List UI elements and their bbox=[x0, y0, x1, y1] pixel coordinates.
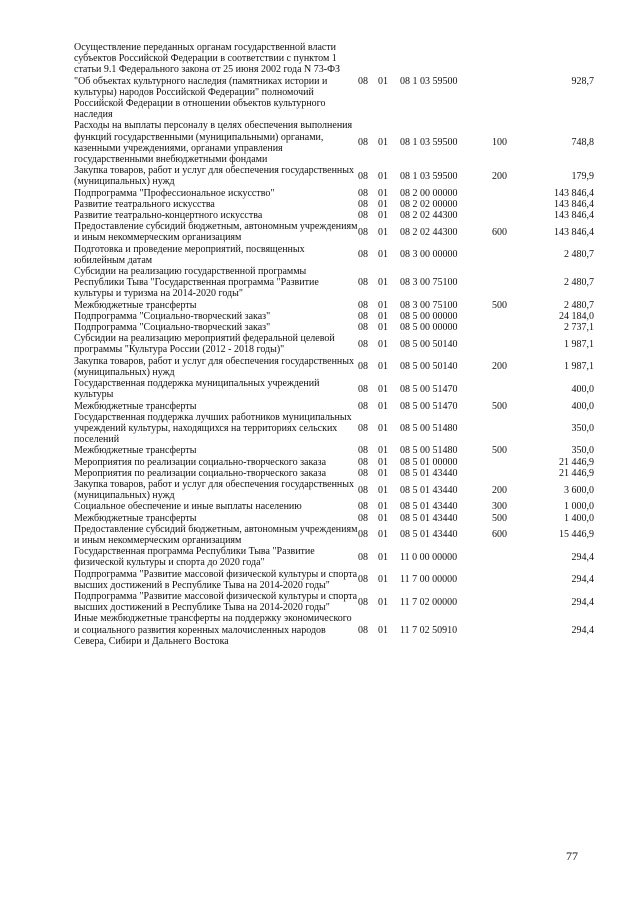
table-row bbox=[74, 513, 594, 524]
row-name-cell: Подпрограмма "Развитие массовой физической культуры и спорта высших достижений в Республике Тыва на 2014-2020 годы" bbox=[74, 568, 358, 591]
subsection-code-cell: 01 bbox=[378, 624, 388, 636]
section-code-cell: 08 bbox=[358, 383, 368, 395]
section-code-cell: 08 bbox=[358, 361, 368, 373]
section-code-cell: 08 bbox=[358, 75, 368, 87]
amount-cell: 400,0 bbox=[571, 383, 594, 395]
subsection-code-cell: 01 bbox=[378, 551, 388, 563]
expense-type-cell bbox=[492, 378, 522, 400]
subsection-code-cell: 01 bbox=[378, 529, 388, 541]
subsection-code-cell: 01 bbox=[378, 249, 388, 261]
expense-type-cell bbox=[492, 244, 522, 266]
table-row bbox=[74, 42, 594, 120]
subsection-code-cell: 01 bbox=[378, 226, 388, 238]
expense-type-cell bbox=[492, 322, 522, 333]
subsection-code-cell: 01 bbox=[378, 512, 388, 524]
table-row bbox=[74, 300, 594, 311]
budget-table-body bbox=[74, 42, 594, 647]
target-article-cell: 11 7 02 00000 bbox=[400, 596, 458, 608]
amount-cell: 143 846,4 bbox=[554, 198, 594, 210]
amount-cell: 2 480,7 bbox=[564, 277, 594, 289]
table-row bbox=[74, 221, 594, 243]
section-code-cell: 08 bbox=[358, 551, 368, 563]
section-code-cell: 08 bbox=[358, 226, 368, 238]
target-article-cell: 08 3 00 75100 bbox=[400, 299, 458, 311]
subsection-code-cell: 01 bbox=[378, 596, 388, 608]
amount-cell: 294,4 bbox=[571, 551, 594, 563]
row-name-cell: Социальное обеспечение и иные выплаты населению bbox=[74, 501, 302, 513]
amount-cell: 21 446,9 bbox=[559, 467, 594, 479]
target-article-cell: 08 1 03 59500 bbox=[400, 170, 458, 182]
target-article-cell: 08 5 01 00000 bbox=[400, 456, 458, 468]
expense-type-cell: 500 bbox=[492, 512, 507, 524]
section-code-cell: 08 bbox=[358, 467, 368, 479]
amount-cell: 24 184,0 bbox=[559, 310, 594, 322]
row-name-cell: Закупка товаров, работ и услуг для обеспечения государственных (муниципальных) нужд bbox=[74, 355, 355, 378]
table-row bbox=[74, 210, 594, 221]
table-row bbox=[74, 165, 594, 187]
table-row bbox=[74, 311, 594, 322]
amount-cell: 2 480,7 bbox=[564, 299, 594, 311]
target-article-cell: 08 5 01 43440 bbox=[400, 512, 458, 524]
row-name-cell: Подпрограмма "Профессиональное искусство" bbox=[74, 187, 275, 199]
subsection-code-cell: 01 bbox=[378, 299, 388, 311]
expense-type-cell bbox=[492, 210, 522, 221]
section-code-cell: 08 bbox=[358, 445, 368, 457]
table-row bbox=[74, 244, 594, 266]
table-row bbox=[74, 322, 594, 333]
row-name-cell: Подготовка и проведение мероприятий, посвященных юбилейным датам bbox=[74, 243, 305, 266]
table-row bbox=[74, 333, 594, 355]
amount-cell: 3 600,0 bbox=[564, 484, 594, 496]
section-code-cell: 08 bbox=[358, 310, 368, 322]
target-article-cell: 08 5 00 51480 bbox=[400, 422, 458, 434]
row-name-cell: Подпрограмма "Социально-творческий заказ" bbox=[74, 310, 271, 322]
expense-type-cell bbox=[492, 468, 522, 479]
amount-cell: 2 737,1 bbox=[564, 322, 594, 334]
target-article-cell: 08 5 00 00000 bbox=[400, 322, 458, 334]
row-name-cell: Государственная поддержка муниципальных учреждений культуры bbox=[74, 378, 320, 401]
subsection-code-cell: 01 bbox=[378, 338, 388, 350]
target-article-cell: 08 1 03 59500 bbox=[400, 75, 458, 87]
table-row bbox=[74, 468, 594, 479]
amount-cell: 928,7 bbox=[571, 75, 594, 87]
row-name-cell: Закупка товаров, работ и услуг для обеспечения государственных (муниципальных) нужд bbox=[74, 165, 355, 188]
expense-type-cell: 500 bbox=[492, 445, 507, 457]
row-name-cell: Мероприятия по реализации социально-творческого заказа bbox=[74, 456, 327, 468]
row-name-cell: Предоставление субсидий бюджетным, автономным учреждениям и иным некоммерческим организациям bbox=[74, 523, 358, 546]
section-code-cell: 08 bbox=[358, 400, 368, 412]
row-name-cell: Закупка товаров, работ и услуг для обеспечения государственных (муниципальных) нужд bbox=[74, 478, 355, 502]
section-code-cell: 08 bbox=[358, 501, 368, 513]
subsection-code-cell: 01 bbox=[378, 501, 388, 513]
expense-type-cell bbox=[492, 457, 522, 468]
table-row bbox=[74, 412, 594, 446]
section-code-cell: 08 bbox=[358, 422, 368, 434]
amount-cell: 1 987,1 bbox=[564, 361, 594, 373]
amount-cell: 294,4 bbox=[571, 624, 594, 636]
target-article-cell: 08 5 00 51470 bbox=[400, 400, 458, 412]
section-code-cell: 08 bbox=[358, 484, 368, 496]
subsection-code-cell: 01 bbox=[378, 198, 388, 210]
section-code-cell: 08 bbox=[358, 574, 368, 586]
amount-cell: 143 846,4 bbox=[554, 226, 594, 238]
expense-type-cell: 600 bbox=[492, 529, 507, 541]
amount-cell: 400,0 bbox=[571, 400, 594, 412]
target-article-cell: 08 5 00 51480 bbox=[400, 445, 458, 457]
subsection-code-cell: 01 bbox=[378, 467, 388, 479]
section-code-cell: 08 bbox=[358, 299, 368, 311]
row-name-cell: Государственная поддержка лучших работников муниципальных учреждений культуры, находящихся на территориях сельских поселений bbox=[74, 411, 352, 446]
row-name-cell: Мероприятия по реализации социально-творческого заказа bbox=[74, 467, 327, 479]
table-row bbox=[74, 356, 594, 378]
table-row bbox=[74, 378, 594, 400]
target-article-cell: 08 5 01 43440 bbox=[400, 529, 458, 541]
expense-type-cell bbox=[492, 412, 522, 446]
subsection-code-cell: 01 bbox=[378, 187, 388, 199]
expense-type-cell bbox=[492, 188, 522, 199]
target-article-cell: 08 2 02 00000 bbox=[400, 198, 458, 210]
amount-cell: 2 480,7 bbox=[564, 249, 594, 261]
target-article-cell: 08 1 03 59500 bbox=[400, 137, 458, 149]
page-number: 77 bbox=[566, 849, 578, 863]
amount-cell: 15 446,9 bbox=[559, 529, 594, 541]
expense-type-cell: 100 bbox=[492, 137, 507, 149]
expense-type-cell: 500 bbox=[492, 400, 507, 412]
subsection-code-cell: 01 bbox=[378, 456, 388, 468]
subsection-code-cell: 01 bbox=[378, 75, 388, 87]
section-code-cell: 08 bbox=[358, 456, 368, 468]
target-article-cell: 08 5 00 50140 bbox=[400, 361, 458, 373]
expense-type-cell bbox=[492, 266, 522, 300]
section-code-cell: 08 bbox=[358, 277, 368, 289]
amount-cell: 748,8 bbox=[571, 137, 594, 149]
subsection-code-cell: 01 bbox=[378, 277, 388, 289]
section-code-cell: 08 bbox=[358, 137, 368, 149]
subsection-code-cell: 01 bbox=[378, 322, 388, 334]
subsection-code-cell: 01 bbox=[378, 574, 388, 586]
amount-cell: 1 987,1 bbox=[564, 338, 594, 350]
expense-type-cell bbox=[492, 591, 522, 613]
expense-type-cell: 200 bbox=[492, 361, 507, 373]
amount-cell: 143 846,4 bbox=[554, 187, 594, 199]
row-name-cell: Межбюджетные трансферты bbox=[74, 299, 197, 311]
target-article-cell: 11 7 02 50910 bbox=[400, 624, 458, 636]
section-code-cell: 08 bbox=[358, 624, 368, 636]
section-code-cell: 08 bbox=[358, 322, 368, 334]
subsection-code-cell: 01 bbox=[378, 422, 388, 434]
amount-cell: 350,0 bbox=[571, 422, 594, 434]
expense-type-cell: 600 bbox=[492, 226, 507, 238]
expense-type-cell: 300 bbox=[492, 501, 507, 513]
amount-cell: 21 446,9 bbox=[559, 456, 594, 468]
table-row bbox=[74, 445, 594, 456]
expense-type-cell bbox=[492, 569, 522, 591]
row-name-cell: Развитие театрально-концертного искусства bbox=[74, 210, 263, 222]
amount-cell: 294,4 bbox=[571, 574, 594, 586]
subsection-code-cell: 01 bbox=[378, 383, 388, 395]
row-name-cell: Субсидии на реализацию государственной программы Республики Тыва "Государственная программа "Развитие культуры и туризма на 2014-2020 годы" bbox=[74, 266, 319, 300]
target-article-cell: 08 3 00 75100 bbox=[400, 277, 458, 289]
amount-cell: 143 846,4 bbox=[554, 210, 594, 222]
section-code-cell: 08 bbox=[358, 198, 368, 210]
table-row bbox=[74, 401, 594, 412]
table-row bbox=[74, 613, 594, 647]
expense-type-cell bbox=[492, 546, 522, 568]
row-name-cell: Предоставление субсидий бюджетным, автономным учреждениям и иным некоммерческим организациям bbox=[74, 221, 358, 244]
table-row bbox=[74, 199, 594, 210]
row-name-cell: Расходы на выплаты персоналу в целях обеспечения выполнения функций государственными (муниципальными) органами, казенными учреждениями, органами управления государственными внебюджетными фондами bbox=[74, 120, 353, 166]
table-row bbox=[74, 546, 594, 568]
table-row bbox=[74, 524, 594, 546]
section-code-cell: 08 bbox=[358, 210, 368, 222]
budget-table bbox=[74, 42, 594, 647]
row-name-cell: Межбюджетные трансферты bbox=[74, 512, 197, 524]
target-article-cell: 08 5 00 50140 bbox=[400, 338, 458, 350]
amount-cell: 1 400,0 bbox=[564, 512, 594, 524]
target-article-cell: 08 5 01 43440 bbox=[400, 484, 458, 496]
target-article-cell: 08 5 01 43440 bbox=[400, 501, 458, 513]
target-article-cell: 08 2 00 00000 bbox=[400, 187, 458, 199]
amount-cell: 1 000,0 bbox=[564, 501, 594, 513]
amount-cell: 294,4 bbox=[571, 596, 594, 608]
table-row bbox=[74, 501, 594, 512]
table-row bbox=[74, 479, 594, 501]
table-row bbox=[74, 120, 594, 165]
expense-type-cell: 200 bbox=[492, 484, 507, 496]
section-code-cell: 08 bbox=[358, 596, 368, 608]
subsection-code-cell: 01 bbox=[378, 170, 388, 182]
amount-cell: 350,0 bbox=[571, 445, 594, 457]
table-row bbox=[74, 457, 594, 468]
row-name-cell: Субсидии на реализацию мероприятий федеральной целевой программы "Культура России (2012 - 2018 годы)" bbox=[74, 333, 335, 356]
row-name-cell: Межбюджетные трансферты bbox=[74, 400, 197, 412]
table-row bbox=[74, 188, 594, 199]
subsection-code-cell: 01 bbox=[378, 400, 388, 412]
target-article-cell: 08 2 02 44300 bbox=[400, 210, 458, 222]
expense-type-cell bbox=[492, 42, 522, 120]
target-article-cell: 11 7 00 00000 bbox=[400, 574, 458, 586]
expense-type-cell bbox=[492, 613, 522, 647]
subsection-code-cell: 01 bbox=[378, 361, 388, 373]
expense-type-cell: 500 bbox=[492, 299, 507, 311]
row-name-cell: Государственная программа Республики Тыва "Развитие физической культуры и спорта до 2020 года" bbox=[74, 546, 315, 569]
row-name-cell: Подпрограмма "Социально-творческий заказ" bbox=[74, 322, 271, 334]
subsection-code-cell: 01 bbox=[378, 445, 388, 457]
amount-cell: 179,9 bbox=[571, 170, 594, 182]
expense-type-cell bbox=[492, 199, 522, 210]
table-row bbox=[74, 569, 594, 591]
row-name-cell: Иные межбюджетные трансферты на поддержку экономического и социального развития коренных малочисленных народов Севера, Сибири и Дальнего Востока bbox=[74, 613, 352, 647]
target-article-cell: 08 5 00 51470 bbox=[400, 383, 458, 395]
row-name-cell: Развитие театрального искусства bbox=[74, 198, 215, 210]
target-article-cell: 11 0 00 00000 bbox=[400, 551, 458, 563]
section-code-cell: 08 bbox=[358, 529, 368, 541]
target-article-cell: 08 2 02 44300 bbox=[400, 226, 458, 238]
section-code-cell: 08 bbox=[358, 512, 368, 524]
expense-type-cell bbox=[492, 311, 522, 322]
section-code-cell: 08 bbox=[358, 187, 368, 199]
target-article-cell: 08 3 00 00000 bbox=[400, 249, 458, 261]
subsection-code-cell: 01 bbox=[378, 484, 388, 496]
row-name-cell: Осуществление переданных органам государственной власти субъектов Российской Федерации в соответствии с пунктом 1 статьи 9.1 Федерального закона от 25 июня 2002 года N 73-ФЗ "Об объектах культурного наследия (памятниках истории и культуры) народов Российской Федерации" полномочий Российской Федерации в отношении объектов культурного наследия bbox=[74, 42, 341, 121]
section-code-cell: 08 bbox=[358, 249, 368, 261]
row-name-cell: Подпрограмма "Развитие массовой физической культуры и спорта высших достижений в Республике Тыва на 2014-2020 годы" bbox=[74, 590, 358, 614]
expense-type-cell: 200 bbox=[492, 170, 507, 182]
table-row bbox=[74, 266, 594, 300]
target-article-cell: 08 5 00 00000 bbox=[400, 310, 458, 322]
subsection-code-cell: 01 bbox=[378, 310, 388, 322]
subsection-code-cell: 01 bbox=[378, 137, 388, 149]
table-row bbox=[74, 591, 594, 613]
row-name-cell: Межбюджетные трансферты bbox=[74, 445, 197, 457]
section-code-cell: 08 bbox=[358, 170, 368, 182]
target-article-cell: 08 5 01 43440 bbox=[400, 467, 458, 479]
subsection-code-cell: 01 bbox=[378, 210, 388, 222]
section-code-cell: 08 bbox=[358, 338, 368, 350]
expense-type-cell bbox=[492, 333, 522, 355]
